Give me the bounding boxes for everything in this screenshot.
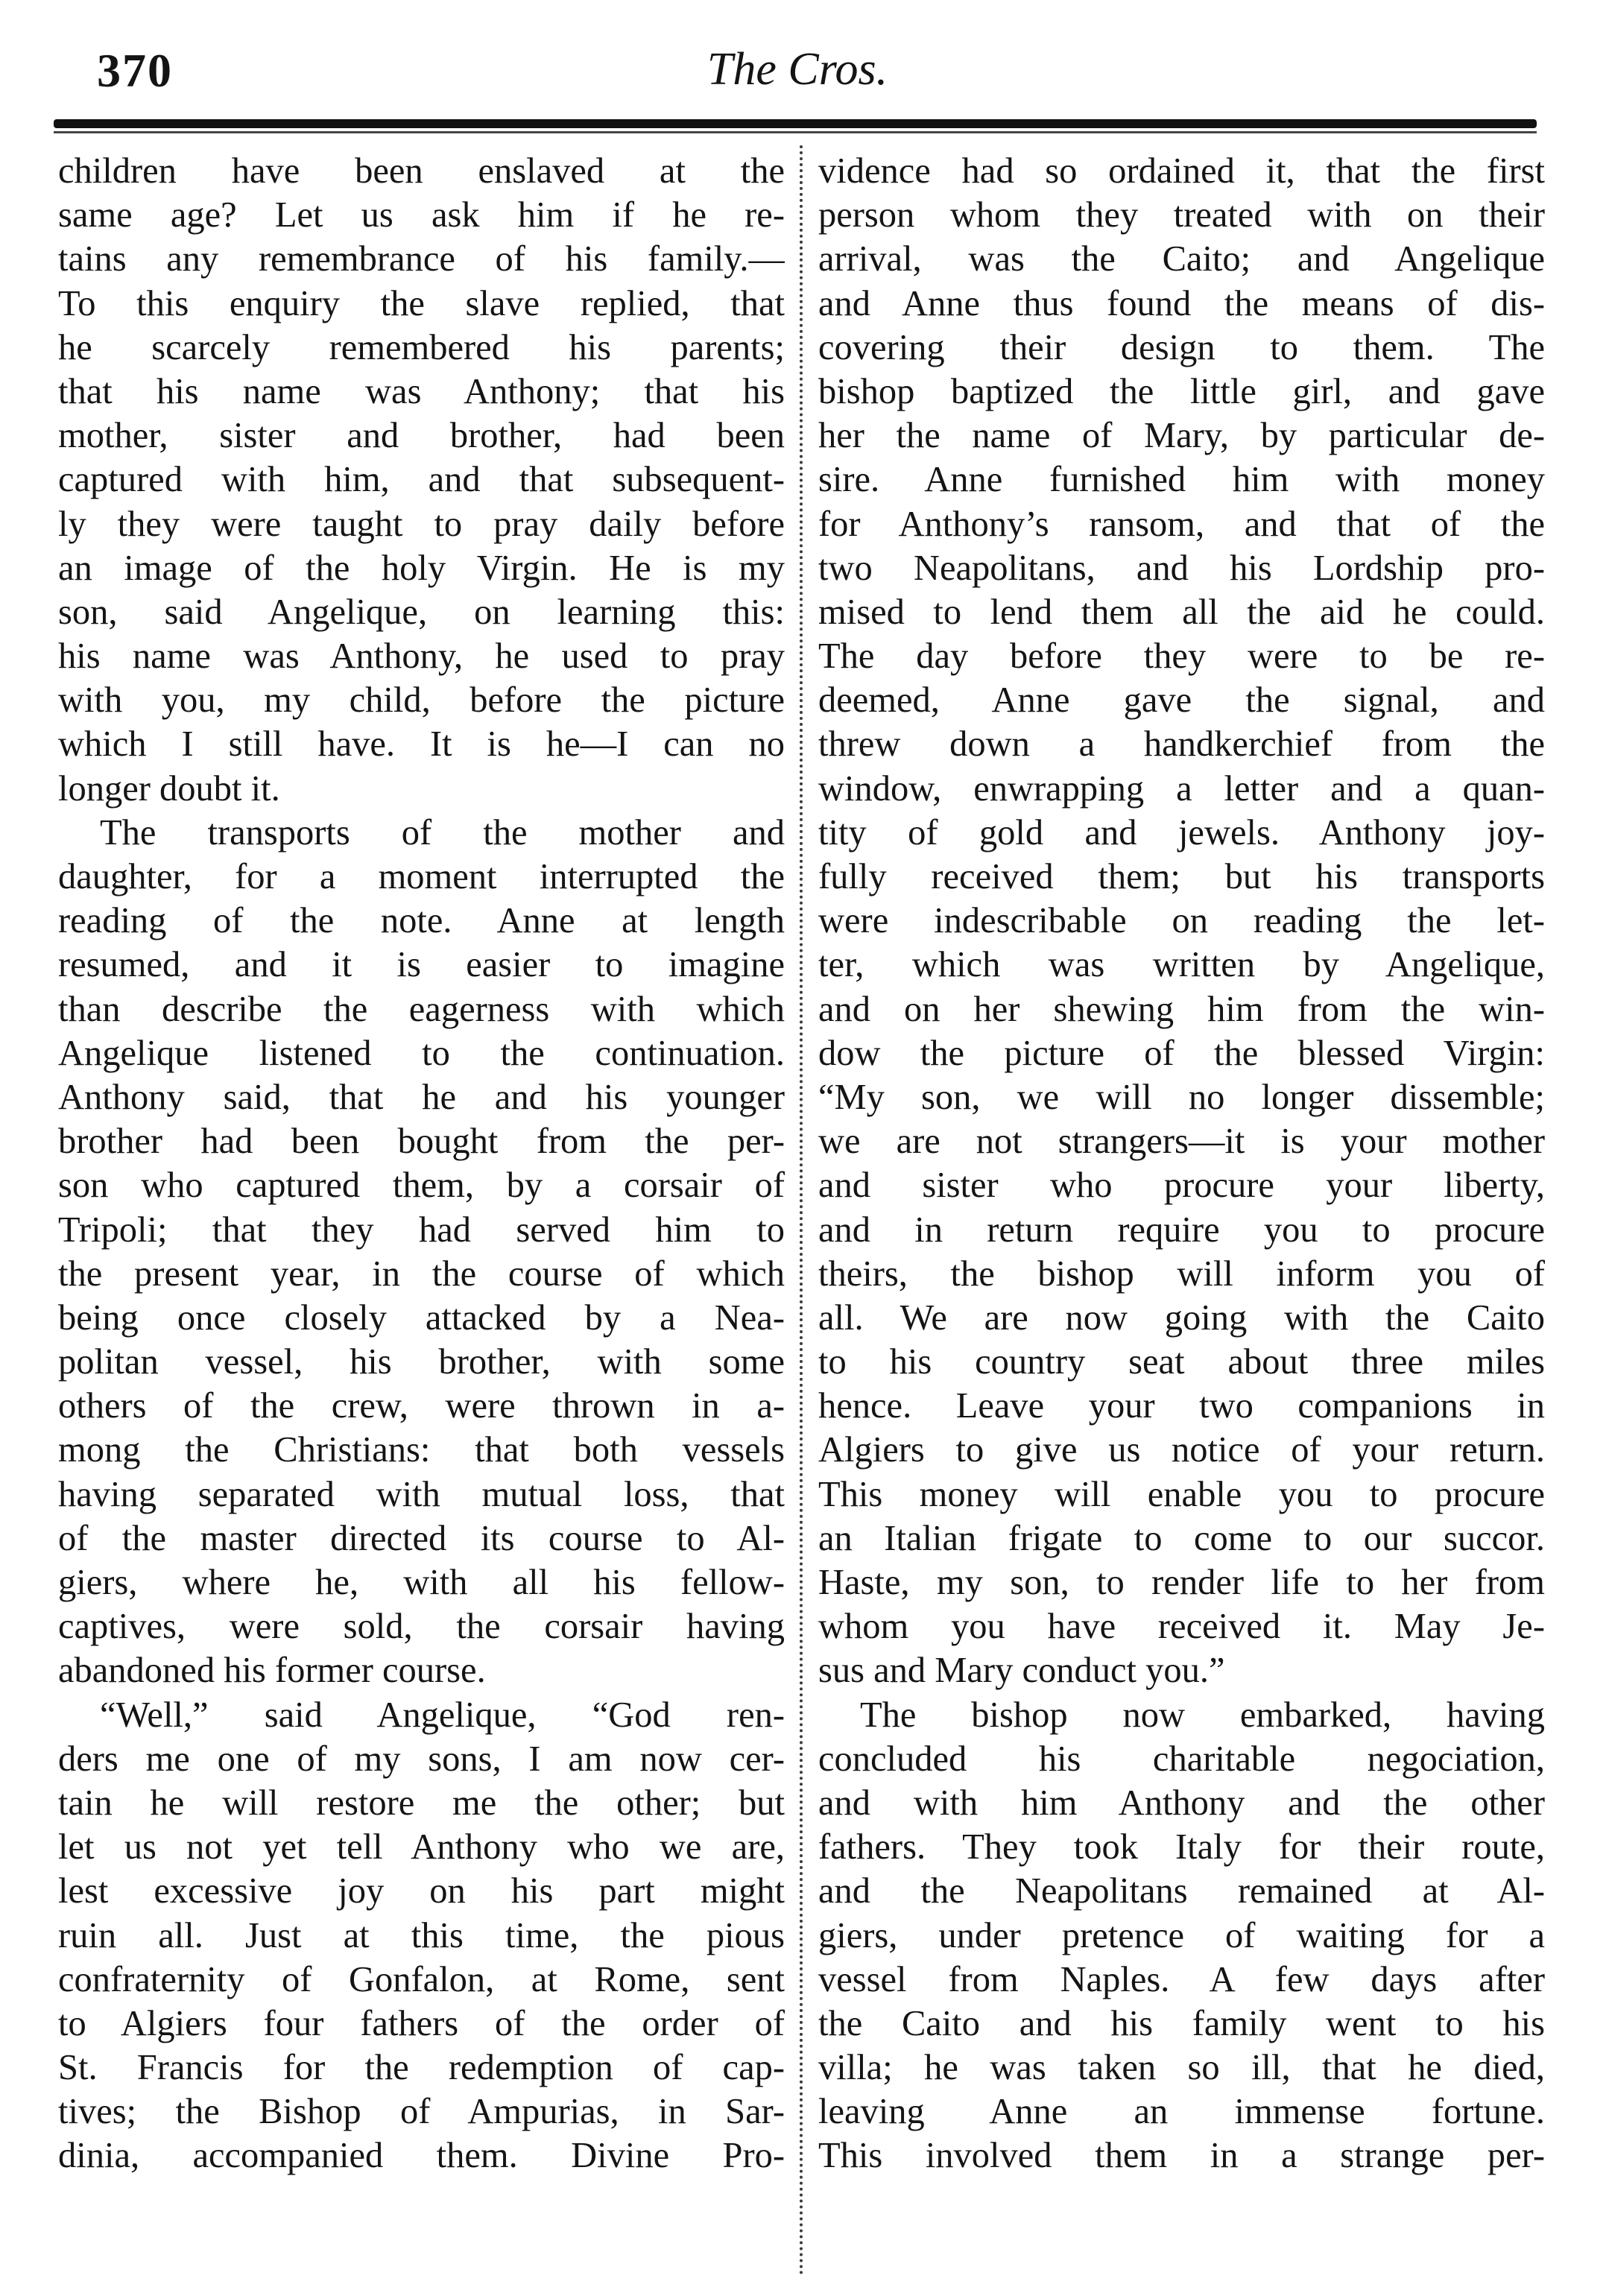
text-line: for Anthony’s ransom, and that of the [818, 504, 1545, 544]
text-line: let us not yet tell Anthony who we are, [58, 1827, 785, 1868]
text-line: tity of gold and jewels. Anthony joy- [818, 812, 1545, 853]
text-line: captives, were sold, the corsair having [58, 1607, 785, 1647]
text-line: to Algiers four fathers of the order of [58, 2003, 785, 2043]
text-line: son who captured them, by a corsair of [58, 1166, 785, 1206]
text-line: concluded his charitable negociation, [818, 1739, 1545, 1779]
text-line: son, said Angelique, on learning this: [58, 592, 785, 632]
text-line: and the Neapolitans remained at Al- [818, 1871, 1545, 1911]
text-line: Angelique listened to the continuation. [58, 1033, 785, 1073]
text-line: villa; he was taken so ill, that he died, [818, 2048, 1545, 2088]
text-line: giers, under pretence of waiting for a [818, 1915, 1545, 1955]
text-line: the Caito and his family went to his [818, 2003, 1545, 2043]
text-line: fathers. They took Italy for their route, [818, 1827, 1545, 1868]
running-title: The Cros. [706, 44, 888, 95]
text-line: having separated with mutual loss, that [58, 1474, 785, 1514]
text-line: sire. Anne furnished him with money [818, 460, 1545, 500]
text-line: brother had been bought from the per- [58, 1122, 785, 1162]
text-line: vidence had so ordained it, that the first [818, 151, 1545, 191]
text-line: which I still have. It is he—I can no [58, 724, 785, 765]
text-line: covering their design to them. The [818, 327, 1545, 367]
text-line: giers, where he, with all his fellow- [58, 1563, 785, 1602]
text-line: ly they were taught to pray daily before [58, 504, 785, 544]
text-line: ruin all. Just at this time, the pious [58, 1915, 785, 1955]
text-line: hence. Leave your two companions in [818, 1386, 1545, 1426]
text-line: that his name was Anthony; that his [58, 371, 785, 411]
text-line: with you, my child, before the picture [58, 680, 785, 721]
text-line: captured with him, and that subsequent- [58, 460, 785, 500]
text-line: Haste, my son, to render life to her from [818, 1563, 1545, 1602]
text-line: he scarcely remembered his parents; [58, 327, 785, 367]
text-line: threw down a handkerchief from the [818, 724, 1545, 765]
text-line: tives; the Bishop of Ampurias, in Sar- [58, 2092, 785, 2132]
text-line: all. We are now going with the Caito [818, 1297, 1545, 1338]
text-line: and in return require you to procure [818, 1209, 1545, 1250]
text-line: ders me one of my sons, I am now cer- [58, 1739, 785, 1779]
text-line: reading of the note. Anne at length [58, 901, 785, 941]
text-line: mong the Christians: that both vessels [58, 1430, 785, 1470]
text-line: politan vessel, his brother, with some [58, 1342, 785, 1382]
column-divider [800, 145, 803, 2277]
text-line: Algiers to give us notice of your return. [818, 1430, 1545, 1470]
text-line: the present year, in the course of which [58, 1253, 785, 1294]
text-line: whom you have received it. May Je- [818, 1607, 1545, 1647]
text-line: of the master directed its course to Al- [58, 1518, 785, 1558]
text-line: we are not strangers—it is your mother [818, 1122, 1545, 1162]
text-line: abandoned his former course. [58, 1651, 486, 1691]
left-column [58, 149, 785, 2178]
text-line: This involved them in a strange per- [818, 2136, 1545, 2176]
text-line: his name was Anthony, he used to pray [58, 636, 785, 677]
text-line: Anthony said, that he and his younger [58, 1077, 785, 1117]
text-line: The day before they were to be re- [818, 636, 1545, 677]
text-line: dinia, accompanied them. Divine Pro- [58, 2136, 785, 2176]
text-line: theirs, the bishop will inform you of [818, 1253, 1545, 1294]
text-line: others of the crew, were thrown in a- [58, 1386, 785, 1426]
text-line: lest excessive joy on his part might [58, 1871, 785, 1911]
text-line: same age? Let us ask him if he re- [58, 195, 785, 235]
text-line: “My son, we will no longer dissemble; [818, 1077, 1545, 1117]
text-line: dow the picture of the blessed Virgin: [818, 1033, 1545, 1073]
text-line: resumed, and it is easier to imagine [58, 945, 785, 985]
text-line: an image of the holy Virgin. He is my [58, 548, 785, 588]
text-line: leaving Anne an immense fortune. [818, 2092, 1545, 2132]
text-line: mised to lend them all the aid he could. [818, 592, 1545, 632]
header-rule [54, 119, 1537, 128]
text-line: ter, which was written by Angelique, [818, 945, 1545, 985]
text-line: bishop baptized the little girl, and gave [818, 371, 1545, 411]
text-line: longer doubt it. [58, 768, 280, 809]
text-line: deemed, Anne gave the signal, and [818, 680, 1545, 721]
text-line: fully received them; but his transports [818, 857, 1545, 896]
text-line: an Italian frigate to come to our succor. [818, 1518, 1545, 1558]
right-column [818, 149, 1545, 2178]
text-line: Tripoli; that they had served him to [58, 1209, 785, 1250]
text-line: The bishop now embarked, having [860, 1695, 1545, 1735]
text-line: To this enquiry the slave replied, that [58, 283, 785, 323]
header-rule-thin [54, 131, 1537, 133]
text-line: daughter, for a moment interrupted the [58, 857, 785, 896]
text-line: tains any remembrance of his family.— [58, 239, 785, 279]
text-line: person whom they treated with on their [818, 195, 1545, 235]
text-line: being once closely attacked by a Nea- [58, 1297, 785, 1338]
text-line: than describe the eagerness with which [58, 989, 785, 1029]
page-number: 370 [97, 44, 173, 97]
text-line: The transports of the mother and [100, 812, 785, 853]
text-line: her the name of Mary, by particular de- [818, 416, 1545, 456]
text-line: This money will enable you to procure [818, 1474, 1545, 1514]
text-line: two Neapolitans, and his Lordship pro- [818, 548, 1545, 588]
text-line: were indescribable on reading the let- [818, 901, 1545, 941]
text-line: children have been enslaved at the [58, 151, 785, 191]
text-line: sus and Mary conduct you.” [818, 1651, 1225, 1691]
text-line: arrival, was the Caito; and Angelique [818, 239, 1545, 279]
text-line: vessel from Naples. A few days after [818, 1959, 1545, 1999]
text-line: mother, sister and brother, had been [58, 416, 785, 456]
page-header [52, 30, 1543, 112]
text-line: and on her shewing him from the win- [818, 989, 1545, 1029]
text-line: St. Francis for the redemption of cap- [58, 2048, 785, 2088]
text-line: and with him Anthony and the other [818, 1783, 1545, 1823]
text-line: and Anne thus found the means of dis- [818, 283, 1545, 323]
text-line: window, enwrapping a letter and a quan- [818, 768, 1545, 809]
text-line: tain he will restore me the other; but [58, 1783, 785, 1823]
text-line: confraternity of Gonfalon, at Rome, sent [58, 1959, 785, 1999]
text-line: “Well,” said Angelique, “God ren- [100, 1695, 785, 1735]
text-line: and sister who procure your liberty, [818, 1166, 1545, 1206]
text-line: to his country seat about three miles [818, 1342, 1545, 1382]
